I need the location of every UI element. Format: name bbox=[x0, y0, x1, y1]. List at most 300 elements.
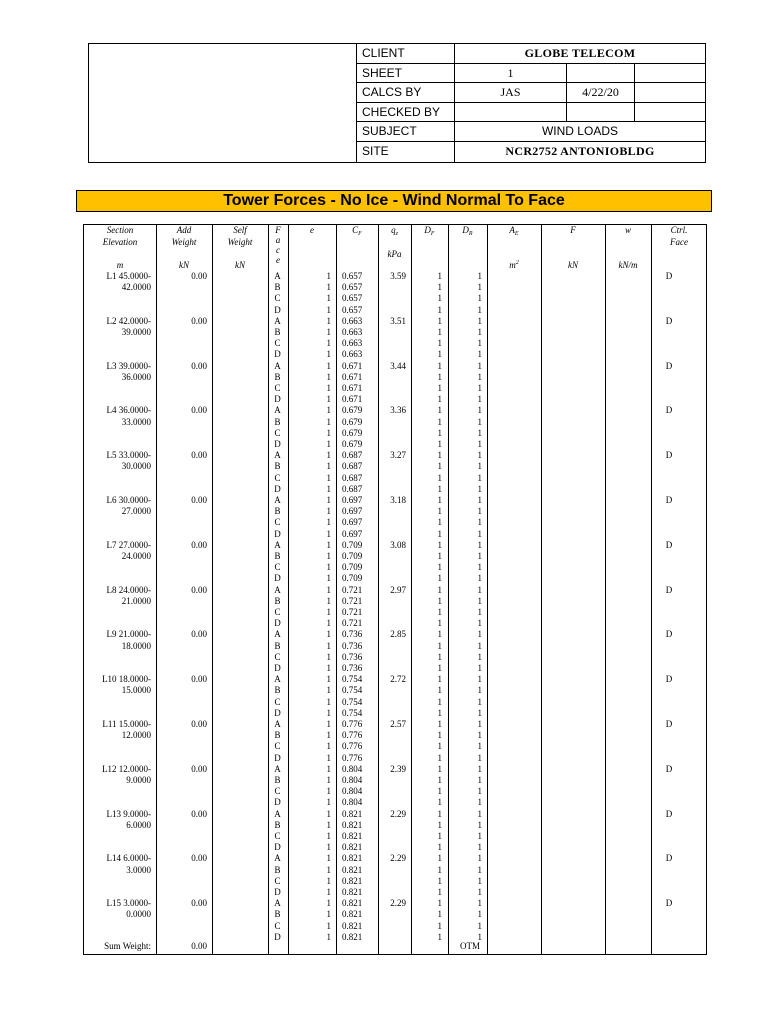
dr-value: 1 bbox=[477, 439, 482, 449]
qz-value: 2.85 bbox=[390, 629, 406, 640]
table-row bbox=[84, 853, 706, 864]
e-value: 1 bbox=[326, 831, 331, 841]
e-value: 1 bbox=[326, 808, 331, 819]
df-value: 1 bbox=[437, 752, 442, 763]
df-value: 1 bbox=[437, 517, 442, 528]
header-cf bbox=[336, 225, 378, 239]
e-value: 1 bbox=[326, 651, 331, 662]
e-value: 1 bbox=[326, 271, 331, 281]
dr-value: 1 bbox=[477, 898, 482, 909]
face-letter: D bbox=[274, 573, 281, 584]
e-value: 1 bbox=[326, 439, 331, 449]
cf-value: 0.721 bbox=[342, 584, 363, 595]
df-value: 1 bbox=[437, 730, 442, 741]
section-elevation: L12 12.0000- bbox=[102, 763, 151, 774]
table-row bbox=[84, 663, 706, 674]
dr-value: 1 bbox=[477, 730, 482, 741]
section-elevation-end: 39.0000 bbox=[121, 327, 151, 337]
face-letter: A bbox=[274, 360, 281, 371]
e-value: 1 bbox=[326, 405, 331, 416]
face-letter: C bbox=[274, 293, 281, 304]
dr-value: 1 bbox=[477, 573, 482, 584]
e-value: 1 bbox=[326, 898, 331, 909]
face-letter: D bbox=[274, 663, 281, 673]
header-qz bbox=[378, 225, 411, 239]
e-value: 1 bbox=[326, 864, 331, 875]
add-weight: 0.00 bbox=[191, 450, 207, 461]
table-row bbox=[84, 887, 706, 898]
df-value: 1 bbox=[437, 763, 442, 774]
e-value: 1 bbox=[326, 719, 331, 729]
section-elevation-end: 24.0000 bbox=[121, 551, 151, 561]
e-value: 1 bbox=[326, 304, 331, 315]
cf-value: 0.804 bbox=[342, 775, 363, 785]
df-value: 1 bbox=[437, 640, 442, 651]
add-weight: 0.00 bbox=[191, 808, 207, 819]
face-letter: D bbox=[274, 797, 281, 808]
dr-value: 1 bbox=[477, 775, 482, 785]
section-elevation: L3 39.0000- bbox=[106, 360, 151, 371]
header-row-checked bbox=[357, 103, 705, 123]
face-letter: B bbox=[274, 327, 281, 337]
e-value: 1 bbox=[326, 786, 331, 797]
table-row bbox=[84, 349, 706, 360]
dr-value: 1 bbox=[477, 349, 482, 360]
df-value: 1 bbox=[437, 808, 442, 819]
ctrl-face: D bbox=[665, 853, 673, 864]
header-dr bbox=[448, 225, 487, 239]
cf-value: 0.709 bbox=[342, 539, 363, 550]
table-row bbox=[84, 529, 706, 540]
face-letter: D bbox=[274, 707, 281, 718]
df-value: 1 bbox=[437, 875, 442, 886]
df-value: 1 bbox=[437, 304, 442, 315]
e-value: 1 bbox=[326, 551, 331, 561]
table-row bbox=[84, 618, 706, 629]
table-row bbox=[84, 697, 706, 708]
face-letter: C bbox=[274, 472, 281, 483]
face-letter: B bbox=[274, 595, 281, 606]
face-letter: A bbox=[274, 271, 281, 281]
dr-value: 1 bbox=[477, 674, 482, 685]
table-row bbox=[84, 753, 706, 764]
df-value: 1 bbox=[437, 741, 442, 752]
checked-blank-cell bbox=[567, 103, 635, 122]
header-row-client bbox=[357, 44, 705, 64]
section-elevation: L9 21.0000- bbox=[106, 629, 151, 640]
table-row bbox=[84, 652, 706, 663]
cf-value: 0.736 bbox=[342, 629, 363, 640]
e-value: 1 bbox=[326, 797, 331, 808]
e-value: 1 bbox=[326, 315, 331, 326]
header-row-subject bbox=[357, 122, 705, 142]
unit-ae-base: m bbox=[509, 260, 516, 270]
e-value: 1 bbox=[326, 931, 331, 942]
df-value: 1 bbox=[437, 416, 442, 427]
dr-value: 1 bbox=[477, 539, 482, 550]
ctrl-face: D bbox=[665, 495, 673, 505]
face-letter: C bbox=[274, 607, 281, 617]
dr-value: 1 bbox=[477, 786, 482, 797]
e-value: 1 bbox=[326, 282, 331, 293]
table-row bbox=[84, 629, 706, 640]
e-value: 1 bbox=[326, 629, 331, 640]
table-row bbox=[84, 909, 706, 920]
table-row bbox=[84, 405, 706, 416]
dr-value: 1 bbox=[477, 371, 482, 382]
dr-value: 1 bbox=[477, 831, 482, 841]
dr-value: 1 bbox=[477, 517, 482, 528]
cf-value: 0.657 bbox=[342, 304, 363, 315]
dr-value: 1 bbox=[477, 360, 482, 371]
face-letter: C bbox=[274, 517, 281, 528]
section-elevation-end: 0.0000 bbox=[126, 909, 151, 920]
df-value: 1 bbox=[437, 663, 442, 673]
face-letter: A bbox=[274, 539, 281, 550]
cf-value: 0.776 bbox=[342, 752, 363, 763]
qz-value: 2.29 bbox=[390, 898, 406, 909]
unit-section: m bbox=[116, 260, 124, 270]
cf-value: 0.697 bbox=[342, 517, 363, 528]
qz-value: 3.51 bbox=[390, 315, 406, 326]
cf-value: 0.821 bbox=[342, 819, 363, 830]
add-weight: 0.00 bbox=[191, 719, 207, 729]
header-df bbox=[411, 225, 448, 239]
e-value: 1 bbox=[326, 875, 331, 886]
dr-value: 1 bbox=[477, 842, 482, 853]
table-row bbox=[84, 461, 706, 472]
header-face bbox=[268, 225, 288, 265]
unit-f: kN bbox=[568, 260, 578, 270]
dr-value: 1 bbox=[477, 483, 482, 494]
dr-value: 1 bbox=[477, 920, 482, 931]
dr-value: 1 bbox=[477, 338, 482, 349]
face-letter: B bbox=[274, 819, 281, 830]
header-face-a: a bbox=[275, 235, 281, 245]
cf-value: 0.736 bbox=[342, 651, 363, 662]
calcs-by-label: CALCS BY bbox=[357, 83, 455, 102]
e-value: 1 bbox=[326, 887, 331, 897]
header-ctrl-face bbox=[651, 225, 707, 248]
df-value: 1 bbox=[437, 405, 442, 416]
dr-value: 1 bbox=[477, 752, 482, 763]
qz-value: 3.59 bbox=[390, 271, 406, 281]
cf-value: 0.671 bbox=[342, 394, 363, 405]
table-row bbox=[84, 506, 706, 517]
dr-value: 1 bbox=[477, 528, 482, 539]
dr-value: 1 bbox=[477, 271, 482, 281]
section-elevation: L4 36.0000- bbox=[106, 405, 151, 416]
df-value: 1 bbox=[437, 394, 442, 405]
e-value: 1 bbox=[326, 371, 331, 382]
cf-value: 0.821 bbox=[342, 853, 363, 864]
section-elevation: L11 15.0000- bbox=[102, 719, 151, 729]
unit-ae bbox=[487, 260, 541, 270]
e-value: 1 bbox=[326, 528, 331, 539]
table-row bbox=[84, 361, 706, 372]
cf-value: 0.804 bbox=[342, 797, 363, 808]
face-letter: C bbox=[274, 831, 281, 841]
header-ctrl-line2: Face bbox=[670, 236, 688, 247]
e-value: 1 bbox=[326, 595, 331, 606]
section-elevation: L5 33.0000- bbox=[106, 450, 151, 461]
df-value: 1 bbox=[437, 651, 442, 662]
df-value: 1 bbox=[437, 450, 442, 461]
cf-value: 0.679 bbox=[342, 405, 363, 416]
cf-value: 0.754 bbox=[342, 674, 363, 685]
header-section-line2: Elevation bbox=[102, 236, 138, 247]
cf-value: 0.709 bbox=[342, 562, 363, 573]
dr-value: 1 bbox=[477, 315, 482, 326]
df-value: 1 bbox=[437, 629, 442, 640]
header-ae bbox=[487, 225, 541, 239]
table-row bbox=[84, 551, 706, 562]
header-ae-sub: E bbox=[514, 231, 519, 237]
cf-value: 0.663 bbox=[342, 327, 363, 337]
table-row bbox=[84, 809, 706, 820]
qz-value: 2.29 bbox=[390, 808, 406, 819]
section-elevation-end: 12.0000 bbox=[121, 730, 151, 741]
section-elevation: L8 24.0000- bbox=[106, 584, 151, 595]
df-value: 1 bbox=[437, 595, 442, 606]
face-letter: A bbox=[274, 405, 281, 416]
section-elevation-end: 18.0000 bbox=[121, 640, 151, 651]
cf-value: 0.687 bbox=[342, 483, 363, 494]
table-row bbox=[84, 327, 706, 338]
dr-value: 1 bbox=[477, 584, 482, 595]
table-row bbox=[84, 540, 706, 551]
e-value: 1 bbox=[326, 461, 331, 472]
face-letter: B bbox=[274, 551, 281, 561]
dr-value: 1 bbox=[477, 808, 482, 819]
face-letter: D bbox=[274, 483, 281, 494]
face-letter: C bbox=[274, 741, 281, 752]
qz-value: 2.72 bbox=[390, 674, 406, 685]
face-letter: B bbox=[274, 461, 281, 472]
dr-value: 1 bbox=[477, 304, 482, 315]
qz-value: 3.08 bbox=[390, 539, 406, 550]
table-row bbox=[84, 383, 706, 394]
table-row bbox=[84, 293, 706, 304]
header-add-weight bbox=[156, 225, 212, 248]
dr-value: 1 bbox=[477, 450, 482, 461]
cf-value: 0.821 bbox=[342, 842, 363, 853]
table-row bbox=[84, 573, 706, 584]
add-weight: 0.00 bbox=[191, 629, 207, 640]
ctrl-face: D bbox=[665, 450, 673, 461]
header-section-line1: Section bbox=[106, 225, 134, 235]
table-row bbox=[84, 741, 706, 752]
table-row bbox=[84, 282, 706, 293]
df-value: 1 bbox=[437, 461, 442, 472]
ctrl-face: D bbox=[665, 405, 673, 416]
face-letter: C bbox=[274, 696, 281, 707]
e-value: 1 bbox=[326, 909, 331, 920]
header-self-line2: Weight bbox=[227, 236, 253, 247]
cf-value: 0.821 bbox=[342, 808, 363, 819]
face-letter: D bbox=[274, 842, 281, 853]
table-row bbox=[84, 876, 706, 887]
cf-value: 0.721 bbox=[342, 607, 363, 617]
header-row-sheet bbox=[357, 64, 705, 84]
df-value: 1 bbox=[437, 483, 442, 494]
face-letter: D bbox=[274, 528, 281, 539]
subject-label: SUBJECT bbox=[357, 122, 455, 141]
face-letter: B bbox=[274, 730, 281, 741]
e-value: 1 bbox=[326, 349, 331, 360]
table-row bbox=[84, 585, 706, 596]
section-elevation-end: 42.0000 bbox=[121, 282, 151, 293]
cf-value: 0.821 bbox=[342, 909, 363, 920]
add-weight: 0.00 bbox=[191, 405, 207, 416]
face-letter: A bbox=[274, 495, 281, 505]
section-elevation-end: 27.0000 bbox=[121, 506, 151, 517]
site-value: NCR2752 ANTONIOBLDG bbox=[505, 143, 655, 158]
dr-value: 1 bbox=[477, 427, 482, 438]
face-letter: D bbox=[274, 439, 281, 449]
face-letter: A bbox=[274, 584, 281, 595]
df-value: 1 bbox=[437, 282, 442, 293]
header-self-weight bbox=[212, 225, 268, 248]
df-value: 1 bbox=[437, 775, 442, 785]
add-weight: 0.00 bbox=[191, 360, 207, 371]
dr-value: 1 bbox=[477, 327, 482, 337]
checked-by-label: CHECKED BY bbox=[357, 103, 455, 122]
e-value: 1 bbox=[326, 920, 331, 931]
table-row bbox=[84, 271, 706, 282]
dr-value: 1 bbox=[477, 495, 482, 505]
face-letter: C bbox=[274, 338, 281, 349]
df-value: 1 bbox=[437, 674, 442, 685]
df-value: 1 bbox=[437, 528, 442, 539]
table-row bbox=[84, 439, 706, 450]
cf-value: 0.821 bbox=[342, 864, 363, 875]
dr-value: 1 bbox=[477, 663, 482, 673]
dr-value: 1 bbox=[477, 293, 482, 304]
cf-value: 0.754 bbox=[342, 707, 363, 718]
table-row bbox=[84, 831, 706, 842]
dr-value: 1 bbox=[477, 797, 482, 808]
e-value: 1 bbox=[326, 819, 331, 830]
ctrl-face: D bbox=[665, 360, 673, 371]
cf-value: 0.663 bbox=[342, 338, 363, 349]
face-letter: C bbox=[274, 383, 281, 393]
table-row bbox=[84, 842, 706, 853]
df-value: 1 bbox=[437, 495, 442, 505]
unit-add: kN bbox=[179, 260, 189, 270]
cf-value: 0.697 bbox=[342, 495, 363, 505]
face-letter: B bbox=[274, 685, 281, 696]
dr-value: 1 bbox=[477, 506, 482, 517]
cf-value: 0.679 bbox=[342, 439, 363, 449]
section-elevation-end: 36.0000 bbox=[121, 371, 151, 382]
cf-value: 0.721 bbox=[342, 595, 363, 606]
face-letter: D bbox=[274, 349, 281, 360]
checked-by-value bbox=[455, 103, 567, 122]
df-value: 1 bbox=[437, 797, 442, 808]
header-row-site bbox=[357, 142, 705, 163]
cf-value: 0.657 bbox=[342, 293, 363, 304]
face-letter: D bbox=[274, 752, 281, 763]
cf-value: 0.804 bbox=[342, 763, 363, 774]
client-label: CLIENT bbox=[357, 44, 455, 63]
cf-value: 0.671 bbox=[342, 360, 363, 371]
df-value: 1 bbox=[437, 831, 442, 841]
df-value: 1 bbox=[437, 293, 442, 304]
df-value: 1 bbox=[437, 719, 442, 729]
qz-value: 2.29 bbox=[390, 853, 406, 864]
table-row bbox=[84, 685, 706, 696]
df-value: 1 bbox=[437, 506, 442, 517]
e-value: 1 bbox=[326, 338, 331, 349]
face-letter: B bbox=[274, 416, 281, 427]
header-w: w bbox=[624, 225, 631, 235]
dr-value: 1 bbox=[477, 853, 482, 864]
dr-value: 1 bbox=[477, 864, 482, 875]
cf-value: 0.657 bbox=[342, 282, 363, 293]
table-row bbox=[84, 786, 706, 797]
sheet-value: 1 bbox=[455, 64, 567, 83]
df-value: 1 bbox=[437, 887, 442, 897]
header-add-line1: Add bbox=[176, 225, 192, 235]
table-row bbox=[84, 865, 706, 876]
qz-value: 2.97 bbox=[390, 584, 406, 595]
table-row bbox=[84, 517, 706, 528]
e-value: 1 bbox=[326, 707, 331, 718]
dr-value: 1 bbox=[477, 819, 482, 830]
section-elevation-end: 3.0000 bbox=[126, 864, 151, 875]
dr-value: 1 bbox=[477, 875, 482, 886]
ctrl-face: D bbox=[665, 315, 673, 326]
dr-value: 1 bbox=[477, 416, 482, 427]
unit-qz: kPa bbox=[387, 249, 402, 259]
face-letter: B bbox=[274, 371, 281, 382]
header-face-c: c bbox=[276, 245, 280, 255]
df-value: 1 bbox=[437, 864, 442, 875]
e-value: 1 bbox=[326, 674, 331, 685]
df-value: 1 bbox=[437, 427, 442, 438]
cf-value: 0.663 bbox=[342, 315, 363, 326]
e-value: 1 bbox=[326, 506, 331, 517]
face-letter: D bbox=[274, 618, 281, 629]
cf-value: 0.687 bbox=[342, 472, 363, 483]
e-value: 1 bbox=[326, 763, 331, 774]
face-letter: D bbox=[274, 887, 281, 897]
section-elevation: L15 3.0000- bbox=[106, 898, 151, 909]
cf-value: 0.657 bbox=[342, 271, 363, 281]
face-letter: A bbox=[274, 629, 281, 640]
cf-value: 0.709 bbox=[342, 573, 363, 584]
unit-ae-sup: 2 bbox=[515, 260, 519, 266]
table-row bbox=[84, 450, 706, 461]
unit-self: kN bbox=[235, 260, 245, 270]
table-row bbox=[84, 775, 706, 786]
e-value: 1 bbox=[326, 416, 331, 427]
dr-value: 1 bbox=[477, 909, 482, 920]
section-elevation: L2 42.0000- bbox=[106, 315, 151, 326]
df-value: 1 bbox=[437, 898, 442, 909]
section-elevation: L13 9.0000- bbox=[106, 808, 151, 819]
table-row bbox=[84, 562, 706, 573]
df-value: 1 bbox=[437, 853, 442, 864]
header-row-calcs bbox=[357, 83, 705, 103]
face-letter: C bbox=[274, 562, 281, 573]
table-row bbox=[84, 730, 706, 741]
df-value: 1 bbox=[437, 786, 442, 797]
header-dr-letter: D bbox=[462, 225, 469, 235]
cf-value: 0.687 bbox=[342, 461, 363, 472]
add-weight: 0.00 bbox=[191, 853, 207, 864]
